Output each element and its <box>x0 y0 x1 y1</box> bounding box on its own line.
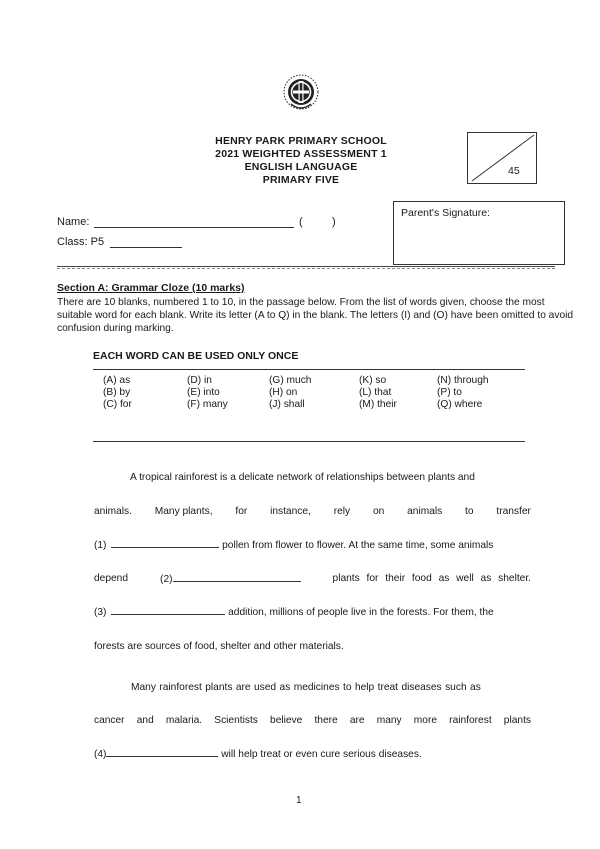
register-paren-open: ( <box>299 216 303 228</box>
word-option-f: (F) many <box>187 399 228 410</box>
class-label: Class: P5 <box>57 236 105 248</box>
passage-line-1: A tropical rainforest is a delicate network of relationships between plants and <box>130 472 475 483</box>
name-label: Name: <box>57 216 90 228</box>
section-a-title: Section A: Grammar Cloze (10 marks) <box>57 282 245 294</box>
class-blank[interactable] <box>110 247 182 248</box>
passage-word: rely <box>333 506 351 517</box>
passage-line-7: Many rainforest plants are used as medicines to help treat diseases such as <box>131 682 481 693</box>
header-separator-2 <box>57 268 555 269</box>
word-option-h: (H) on <box>269 387 298 398</box>
word-option-q: (Q) where <box>437 399 483 410</box>
school-name: HENRY PARK PRIMARY SCHOOL <box>215 135 387 147</box>
passage-line-3 <box>94 537 493 553</box>
word-option-c: (C) for <box>103 399 132 410</box>
school-crest-logo <box>281 68 321 116</box>
parent-signature-label: Parent's Signature: <box>401 207 490 219</box>
passage-word: instance, <box>270 506 311 517</box>
word-option-j: (J) shall <box>269 399 305 410</box>
parent-signature-box[interactable] <box>393 201 565 265</box>
marks-box <box>467 132 537 184</box>
answer-blank-2[interactable] <box>173 571 301 582</box>
marks-diagonal <box>468 133 536 183</box>
word-option-b: (B) by <box>103 387 131 398</box>
level-title: PRIMARY FIVE <box>262 174 340 186</box>
passage-line-8: cancer and malaria. Scientists believe there are many more rainforest plants <box>94 715 531 726</box>
blank-number-1: (1) <box>94 540 107 551</box>
blank-number-3: (3) <box>94 607 107 618</box>
passage-line-5-text: addition, millions of people live in the forests. For them, the <box>228 607 494 618</box>
word-option-n: (N) through <box>437 375 489 386</box>
passage-line-3-text: pollen from flower to flower. At the same time, some animals <box>222 540 494 551</box>
passage-line-2 <box>94 504 531 519</box>
passage-word: for <box>235 506 248 517</box>
passage-line-6: forests are sources of food, shelter and other materials. <box>94 641 344 652</box>
answer-blank-1[interactable] <box>111 537 219 548</box>
passage-line-4-pre: depend <box>94 573 128 584</box>
word-option-e: (E) into <box>187 387 220 398</box>
register-paren-close: ) <box>332 216 336 228</box>
word-option-m: (M) their <box>359 399 397 410</box>
passage-word: animals <box>407 506 443 517</box>
passage-line-4 <box>94 571 531 587</box>
total-marks: 45 <box>508 165 520 177</box>
word-option-p: (P) to <box>437 387 462 398</box>
page-number: 1 <box>296 795 302 806</box>
word-option-k: (K) so <box>359 375 387 386</box>
passage-line-9 <box>94 746 422 762</box>
passage-word: animals. <box>94 506 132 517</box>
subject-title: ENGLISH LANGUAGE <box>244 161 358 173</box>
passage-line-9-text: will help treat or even cure serious diseases. <box>221 749 422 760</box>
blank-number-4: (4) <box>94 749 107 760</box>
blank-number-2: (2) <box>160 574 173 585</box>
word-bank-top-rule <box>93 369 525 370</box>
word-option-l: (L) that <box>359 387 392 398</box>
word-bank-bottom-rule <box>93 441 525 442</box>
passage-line-4-text: plants for their food as well as shelter. <box>332 573 531 584</box>
header-separator <box>57 266 555 267</box>
answer-blank-4[interactable] <box>106 746 218 757</box>
passage-word: on <box>372 506 385 517</box>
passage-line-5 <box>94 604 494 620</box>
passage-word: to <box>465 506 474 517</box>
passage-word: Many plants, <box>154 506 213 517</box>
passage-word: transfer <box>496 506 531 517</box>
assessment-title: 2021 WEIGHTED ASSESSMENT 1 <box>215 148 387 160</box>
word-bank <box>103 375 517 411</box>
word-option-d: (D) in <box>187 375 212 386</box>
answer-blank-3[interactable] <box>111 604 225 615</box>
word-use-note: EACH WORD CAN BE USED ONLY ONCE <box>93 350 299 362</box>
section-a-instructions: There are 10 blanks, numbered 1 to 10, in the passage below. From the list of words given, choose the most suitable word for each blank. Write its letter (A to Q) in the blank. The letters (I) and (O) have been omitted to avoid confusion during marking. <box>57 297 574 334</box>
word-option-g: (G) much <box>269 375 312 386</box>
name-blank[interactable] <box>94 227 294 228</box>
word-option-a: (A) as <box>103 375 131 386</box>
